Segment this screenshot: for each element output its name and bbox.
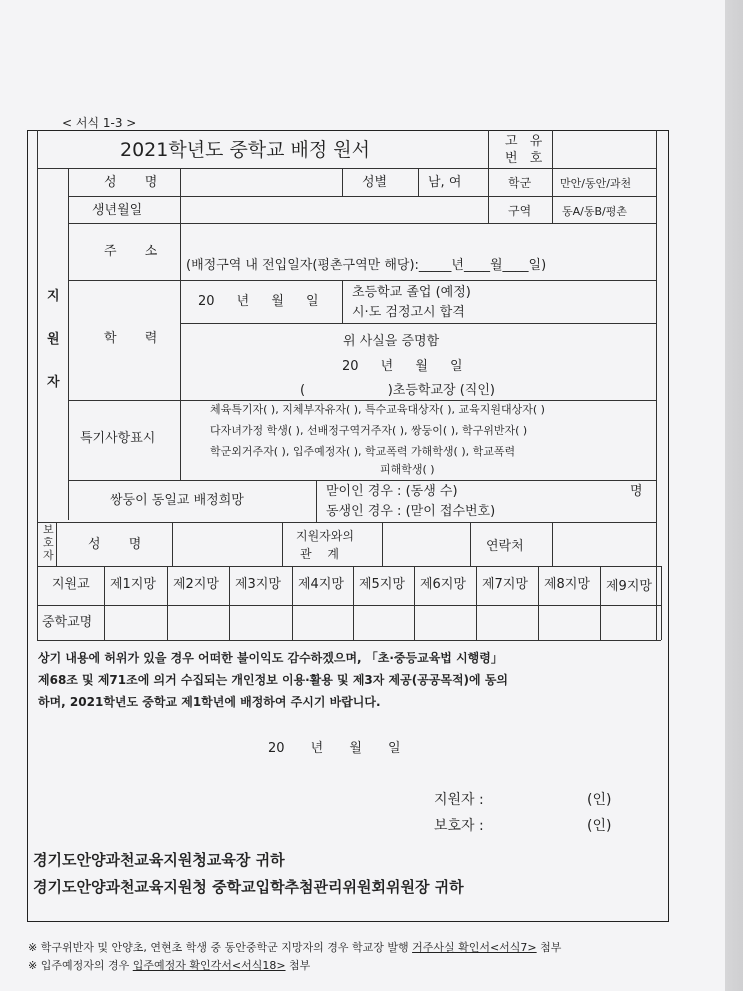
special-item-line[interactable]: 체육특기자( ), 지체부자유자( ), 특수교육대상자( ), 교육지원대상자( ) — [210, 403, 545, 416]
footnote-1: ※ 학구위반자 및 안양초, 연현초 학생 중 동안중학군 지망자의 경우 학교장 발행 거주사실 확인서<서식7> 첨부 — [28, 941, 562, 954]
choice-header: 제2지망 — [173, 577, 219, 592]
id-number-field[interactable] — [553, 131, 655, 167]
gender-label: 성별 — [362, 175, 388, 190]
statement-line: 하며, 2021학년도 중학교 제1학년에 배정하여 주시기 바랍니다. — [38, 695, 381, 709]
school-choice-field[interactable] — [293, 606, 352, 639]
statement-line: 상기 내용에 허위가 있을 경우 어떠한 불이익도 감수하겠으며, 「초·중등교육법 시행령」 — [38, 651, 503, 665]
school-choice-field[interactable] — [415, 606, 475, 639]
school-choice-field[interactable] — [601, 606, 660, 639]
relation-label-2: 관 계 — [300, 547, 345, 561]
twin-option-younger[interactable]: 동생인 경우 : (맏이 접수번호) — [326, 504, 496, 519]
school-choice-field[interactable] — [230, 606, 291, 639]
side-label-guardian-2: 호 — [43, 536, 54, 549]
twin-option-unit: 명 — [630, 484, 643, 499]
applicant-name-field[interactable] — [182, 170, 340, 194]
special-label: 특기사항표시 — [80, 431, 156, 446]
twin-option-elder[interactable]: 맏이인 경우 : (동생 수) — [326, 484, 458, 499]
special-item-line[interactable]: 다자녀가정 학생( ), 선배정구역거주자( ), 쌍둥이( ), 학구위반자( ) — [210, 424, 528, 437]
zone-label: 구역 — [508, 204, 532, 218]
contact-field[interactable] — [554, 524, 654, 564]
gender-options[interactable]: 남, 여 — [428, 175, 462, 190]
choices-row-label: 지원교 — [52, 577, 90, 592]
education-label: 학 력 — [104, 331, 170, 346]
school-choice-field[interactable] — [477, 606, 537, 639]
education-date: 20 년 월 일 — [198, 294, 319, 309]
twin-label: 쌍둥이 동일교 배정희망 — [110, 493, 244, 508]
school-choice-field[interactable] — [168, 606, 228, 639]
special-item-line[interactable]: 피해학생( ) — [380, 463, 435, 476]
birth-label: 생년월일 — [92, 203, 143, 218]
guardian-sign-label: 보호자 : — [434, 818, 484, 834]
education-option-graduate[interactable]: 초등학교 졸업 (예정) — [352, 285, 471, 300]
sign-date: 20 년 월 일 — [268, 741, 401, 756]
footnote-1-form-link[interactable]: 거주사실 확인서<서식7> — [412, 941, 537, 954]
education-option-exam[interactable]: 시·도 검정고시 합격 — [352, 305, 465, 320]
choice-header: 제4지망 — [298, 577, 344, 592]
principal-sign: ( )초등학교장 (직인) — [300, 383, 495, 398]
statement-line: 제68조 및 제71조에 의거 수집되는 개인정보 이용·활용 및 제3자 제공(공공목적)에 동의 — [38, 673, 508, 687]
guardian-name-label: 성 명 — [88, 537, 154, 552]
school-choice-field[interactable] — [354, 606, 413, 639]
choice-header: 제7지망 — [482, 577, 528, 592]
side-label-applicant-2: 원 — [47, 332, 60, 347]
school-choice-field[interactable] — [105, 606, 166, 639]
special-item-line[interactable]: 학군외거주자( ), 입주예정자( ), 학교폭력 가해학생( ), 학교폭력 — [210, 445, 516, 458]
id-label-2: 번 호 — [505, 151, 547, 166]
certify-text: 위 사실을 증명함 — [343, 334, 440, 349]
zone-options[interactable]: 동A/동B/평촌 — [562, 205, 627, 218]
address-field[interactable] — [182, 225, 654, 253]
recipient-superintendent: 경기도안양과천교육지원청교육장 귀하 — [33, 851, 285, 869]
id-label-1: 고 유 — [505, 134, 547, 149]
footnote-2: ※ 입주예정자의 경우 입주예정자 확인각서<서식18> 첨부 — [28, 959, 311, 972]
choice-header: 제1지망 — [110, 577, 156, 592]
guardian-seal[interactable]: (인) — [587, 818, 612, 834]
certify-date: 20 년 월 일 — [342, 359, 463, 374]
school-name-label: 중학교명 — [42, 615, 93, 630]
choice-header: 제9지망 — [606, 579, 652, 594]
choice-header: 제5지망 — [359, 577, 405, 592]
relation-field[interactable] — [384, 524, 468, 564]
choice-header: 제6지망 — [420, 577, 466, 592]
school-district-label: 학군 — [508, 176, 532, 190]
guardian-name-field[interactable] — [174, 524, 280, 564]
side-label-guardian-1: 보 — [43, 523, 54, 536]
side-label-applicant-1: 지 — [47, 289, 60, 304]
form-code: < 서식 1-3 > — [62, 116, 137, 130]
paper-edge — [725, 0, 743, 991]
side-label-guardian-3: 자 — [43, 549, 54, 562]
name-label: 성 명 — [104, 175, 170, 190]
school-district-options[interactable]: 만안/동안/과천 — [560, 177, 632, 190]
applicant-seal[interactable]: (인) — [587, 792, 612, 808]
contact-label: 연락처 — [486, 539, 524, 554]
address-label: 주 소 — [104, 244, 170, 259]
footnote-2-form-link[interactable]: 입주예정자 확인각서<서식18> — [132, 959, 286, 972]
relation-label-1: 지원자와의 — [296, 529, 354, 543]
side-label-applicant-3: 자 — [47, 375, 60, 390]
applicant-sign-label: 지원자 : — [434, 792, 484, 808]
recipient-committee: 경기도안양과천교육지원청 중학교입학추첨관리위원회위원장 귀하 — [33, 878, 464, 896]
choice-header: 제3지망 — [235, 577, 281, 592]
address-note: (배정구역 내 전입일자(평촌구역만 해당):_____년____월____일) — [186, 258, 547, 273]
birth-date-field[interactable] — [182, 198, 486, 221]
form-title: 2021학년도 중학교 배정 원서 — [120, 139, 371, 161]
choice-header: 제8지망 — [544, 577, 590, 592]
school-choice-field[interactable] — [539, 606, 599, 639]
